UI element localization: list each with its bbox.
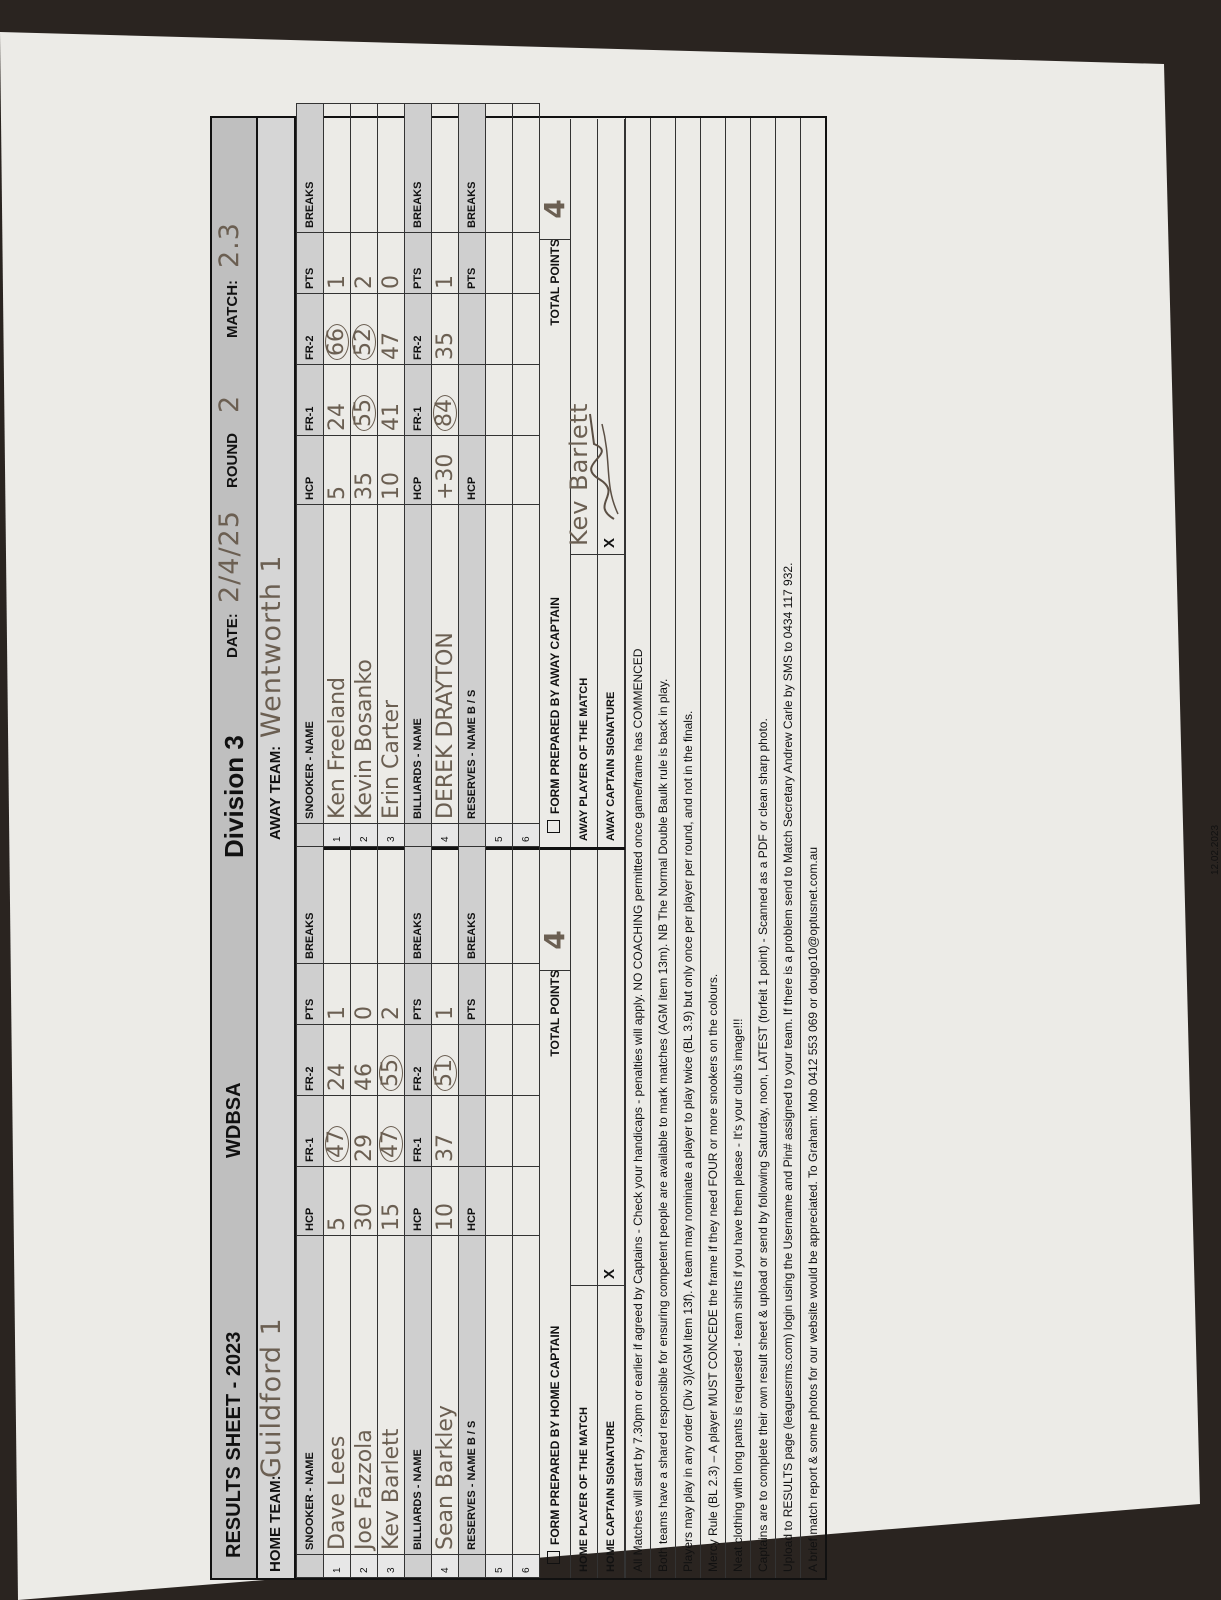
home-fr2-value: 24 <box>324 1063 350 1091</box>
home-snooker-header-cell: BREAKS <box>297 835 324 964</box>
away-player-row <box>351 104 378 847</box>
away-pts-value: 2 <box>351 275 377 289</box>
home-reserves-header-cell: PTS <box>459 964 486 1025</box>
rule-line: All Matches will start by 7.30pm or earlier if agreed by Captains - Check your handicaps - penalties will apply. NO COACHING permitted once game/frame has COMMENCED <box>625 118 650 1578</box>
away-reserves-header-cell <box>459 294 486 365</box>
away-hcp-cell[interactable] <box>378 436 405 505</box>
home-reserve-cell[interactable] <box>486 1025 513 1096</box>
away-reserve-cell[interactable] <box>486 233 513 294</box>
away-fr1-cell[interactable] <box>351 365 378 436</box>
row-number: 3 <box>378 824 405 847</box>
home-reserves-header-cell: HCP <box>459 1167 486 1236</box>
away-name-cell[interactable] <box>324 505 351 824</box>
home-reserve-cell[interactable] <box>513 964 540 1025</box>
rule-line: Neat clothing with long pants is requested - team shirts if you have them please - It's your club's image!!! <box>725 118 750 1578</box>
away-hcp-cell[interactable] <box>351 436 378 505</box>
match-label: MATCH: <box>224 279 241 338</box>
away-team-value: Wentworth 1 <box>256 554 287 738</box>
away-pts-cell[interactable] <box>351 233 378 294</box>
home-total-value[interactable]: 4 <box>540 910 570 971</box>
away-pts-cell[interactable] <box>432 233 459 294</box>
away-fr1-cell[interactable] <box>378 365 405 436</box>
away-hcp-cell[interactable] <box>324 436 351 505</box>
away-fr1-value: 24 <box>324 403 350 431</box>
away-fr2-value: 66 <box>325 324 349 360</box>
row-number: 2 <box>351 1555 378 1578</box>
away-billiards-header-cell: HCP <box>405 436 432 505</box>
home-reserve-cell[interactable] <box>513 835 540 964</box>
home-sig-mark: X <box>601 1268 618 1279</box>
home-hcp-value: 30 <box>351 1203 377 1231</box>
home-name-value: Joe Fazzola <box>351 1429 377 1550</box>
away-hcp-value: 35 <box>351 472 377 500</box>
away-player-row <box>432 104 459 847</box>
away-reserves-header-cell: HCP <box>459 436 486 505</box>
home-fr1-cell[interactable] <box>432 1096 459 1167</box>
home-reserve-cell[interactable] <box>513 1025 540 1096</box>
away-reserves-header <box>459 104 486 847</box>
away-snooker-header-cell: BREAKS <box>297 104 324 233</box>
away-total-value[interactable]: 4 <box>540 179 570 240</box>
home-snooker-header-cell <box>297 1555 324 1578</box>
footer-date: 12.02.2023 <box>1210 824 1221 876</box>
home-billiards-header <box>405 835 432 1578</box>
rule-line: Both teams have a shared responsible for ensuring competent people are available to mark matches (AGM item 13m). NB The Normal Double Baulk rule is back in play. <box>650 118 675 1578</box>
away-fr2-cell[interactable] <box>432 294 459 365</box>
away-name-value: DEREK DRAYTON <box>432 632 458 819</box>
away-fr2-cell[interactable] <box>324 294 351 365</box>
home-name-cell[interactable] <box>432 1236 459 1555</box>
home-breaks-cell[interactable] <box>351 835 378 964</box>
away-captain-sig-field[interactable] <box>598 119 624 554</box>
away-pts-value: 1 <box>324 275 350 289</box>
home-name-value: Kev Barlett <box>378 1428 404 1550</box>
home-form-prepared[interactable]: FORM PREPARED BY HOME CAPTAIN <box>547 1326 562 1564</box>
home-reserve-cell[interactable] <box>486 1167 513 1236</box>
row-number: 2 <box>351 824 378 847</box>
away-pts-cell[interactable] <box>324 233 351 294</box>
home-hcp-value: 15 <box>378 1203 404 1231</box>
home-snooker-header-cell: FR-1 <box>297 1096 324 1167</box>
away-reserves-header-cell: PTS <box>459 233 486 294</box>
match-value: 2.3 <box>214 222 245 268</box>
home-reserve-cell[interactable] <box>486 835 513 964</box>
away-form-prepared[interactable]: FORM PREPARED BY AWAY CAPTAIN <box>547 597 562 833</box>
away-fr2-value: 47 <box>378 332 404 360</box>
home-player-row <box>432 835 459 1578</box>
home-player-row <box>351 835 378 1578</box>
away-snooker-header-cell: SNOOKER - NAME <box>297 505 324 824</box>
home-pts-value: 1 <box>324 1006 350 1020</box>
team-row <box>258 118 296 1578</box>
away-breaks-cell[interactable] <box>432 104 459 233</box>
association-name: WDBSA <box>222 1082 245 1158</box>
away-player-of-match-label: AWAY PLAYER OF THE MATCH <box>571 554 597 847</box>
home-reserve-row <box>486 835 513 1578</box>
sheet-header <box>212 118 258 1578</box>
rule-line: Mercy Rule (BL 2.3) – A player MUST CONCEDE the frame if they need FOUR or more snookers on the colours. <box>700 118 725 1578</box>
home-fr1-value: 47 <box>379 1126 403 1162</box>
row-number: 4 <box>432 824 459 847</box>
away-hcp-value: +30 <box>432 453 458 500</box>
home-reserve-row <box>513 835 540 1578</box>
home-player-of-match-row <box>571 850 598 1578</box>
home-captain-sig-field[interactable] <box>598 850 624 1285</box>
rules-list <box>625 118 825 1578</box>
home-name-cell[interactable] <box>378 1236 405 1555</box>
away-name-cell[interactable] <box>432 505 459 824</box>
away-reserves-header-cell: BREAKS <box>459 104 486 233</box>
home-reserve-cell[interactable] <box>486 964 513 1025</box>
away-reserve-cell[interactable] <box>486 365 513 436</box>
row-number: 1 <box>324 824 351 847</box>
row-number: 5 <box>486 824 513 847</box>
home-captain-sig-row <box>598 850 625 1578</box>
home-half <box>296 847 625 1578</box>
home-team-value: Guildford 1 <box>256 1317 287 1478</box>
away-reserve-cell[interactable] <box>486 436 513 505</box>
home-hcp-cell[interactable] <box>351 1167 378 1236</box>
away-captain-signature <box>584 404 624 524</box>
home-billiards-header-cell: FR-2 <box>405 1025 432 1096</box>
row-number: 6 <box>513 824 540 847</box>
away-reserves-header-cell <box>459 824 486 847</box>
rule-line: A brief match report & some photos for our website would be appreciated. To Graham: Mob 0412 553 069 or dougo10@optusnet.com.au <box>800 118 825 1578</box>
away-breaks-cell[interactable] <box>324 104 351 233</box>
home-name-value: Dave Lees <box>324 1435 350 1550</box>
away-reserve-cell[interactable] <box>486 104 513 233</box>
row-number: 3 <box>378 1555 405 1578</box>
away-fr2-value: 52 <box>352 324 376 360</box>
away-name-value: Erin Carter <box>378 699 404 819</box>
away-reserve-cell[interactable] <box>513 294 540 365</box>
home-reserves-header-cell: BREAKS <box>459 835 486 964</box>
away-fr1-value: 55 <box>352 395 376 431</box>
home-billiards-header-cell: BILLIARDS - NAME <box>405 1236 432 1555</box>
home-pts-cell[interactable] <box>324 964 351 1025</box>
home-fr1-cell[interactable] <box>351 1096 378 1167</box>
home-captain-sig-label: HOME CAPTAIN SIGNATURE <box>598 1285 624 1578</box>
away-billiards-header-cell: BILLIARDS - NAME <box>405 505 432 824</box>
home-score-table <box>296 834 540 1578</box>
away-fr1-cell[interactable] <box>432 365 459 436</box>
home-fr1-cell[interactable] <box>324 1096 351 1167</box>
home-billiards-header-cell <box>405 1555 432 1578</box>
away-billiards-header-cell: FR-1 <box>405 365 432 436</box>
away-reserve-cell[interactable] <box>513 365 540 436</box>
home-fr2-cell[interactable] <box>351 1025 378 1096</box>
away-hcp-cell[interactable] <box>432 436 459 505</box>
away-reserve-cell[interactable] <box>513 436 540 505</box>
home-player-row <box>324 835 351 1578</box>
home-hcp-cell[interactable] <box>378 1167 405 1236</box>
away-half <box>296 119 625 847</box>
home-billiards-header-cell: BREAKS <box>405 835 432 964</box>
away-fr2-cell[interactable] <box>378 294 405 365</box>
home-breaks-cell[interactable] <box>324 835 351 964</box>
away-fr1-value: 41 <box>378 403 404 431</box>
home-snooker-header <box>297 835 324 1578</box>
away-snooker-header-cell: FR-1 <box>297 365 324 436</box>
away-pts-cell[interactable] <box>378 233 405 294</box>
home-snooker-header-cell: HCP <box>297 1167 324 1236</box>
date-value: 2/4/25 <box>214 510 245 603</box>
away-score-table <box>296 103 540 847</box>
away-reserves-header-cell: RESERVES - NAME B / S <box>459 505 486 824</box>
row-number: 1 <box>324 1555 351 1578</box>
away-snooker-header-cell: HCP <box>297 436 324 505</box>
away-billiards-header-cell: PTS <box>405 233 432 294</box>
home-player-row <box>378 835 405 1578</box>
away-name-cell[interactable] <box>378 505 405 824</box>
home-fr1-cell[interactable] <box>378 1096 405 1167</box>
date-label: DATE: <box>224 613 241 658</box>
home-snooker-header-cell: FR-2 <box>297 1025 324 1096</box>
home-fr2-cell[interactable] <box>432 1025 459 1096</box>
away-name-value: Ken Freeland <box>324 677 350 819</box>
home-name-cell[interactable] <box>324 1236 351 1555</box>
away-captain-sig-row <box>598 119 625 847</box>
away-billiards-header <box>405 104 432 847</box>
away-sig-mark: X <box>601 537 618 548</box>
home-total-label: TOTAL POINTS <box>548 970 562 1057</box>
away-snooker-header-cell <box>297 824 324 847</box>
home-snooker-header-cell: SNOOKER - NAME <box>297 1236 324 1555</box>
away-reserve-cell[interactable] <box>486 294 513 365</box>
away-player-row <box>324 104 351 847</box>
away-pts-value: 0 <box>378 275 404 289</box>
home-reserves-header-cell <box>459 1096 486 1167</box>
home-billiards-header-cell: PTS <box>405 964 432 1025</box>
home-fr1-value: 47 <box>325 1126 349 1162</box>
home-fr2-cell[interactable] <box>324 1025 351 1096</box>
team-halves <box>296 118 625 1578</box>
away-reserve-cell[interactable] <box>513 505 540 824</box>
home-reserves-header-cell <box>459 1555 486 1578</box>
away-fr2-value: 35 <box>432 332 458 360</box>
rule-line: Upload to RESULTS page (leaguesrms.com) login using the Username and Pin# assigned to your team. If there is a problem send to Match Secretary Andrew Carle by SMS to 0434 117 932. <box>775 118 800 1578</box>
home-reserves-header-cell: RESERVES - NAME B / S <box>459 1236 486 1555</box>
away-hcp-value: 5 <box>324 486 350 500</box>
home-pts-cell[interactable] <box>351 964 378 1025</box>
sheet-title: RESULTS SHEET - 2023 <box>222 1331 245 1558</box>
away-pts-value: 1 <box>432 275 458 289</box>
away-billiards-header-cell <box>405 824 432 847</box>
home-reserve-cell[interactable] <box>513 1236 540 1555</box>
away-reserve-cell[interactable] <box>486 505 513 824</box>
away-reserve-cell[interactable] <box>513 233 540 294</box>
away-snooker-header-cell: PTS <box>297 233 324 294</box>
home-player-of-match-label: HOME PLAYER OF THE MATCH <box>571 1285 597 1578</box>
away-fr1-cell[interactable] <box>324 365 351 436</box>
home-hcp-cell[interactable] <box>324 1167 351 1236</box>
home-hcp-value: 5 <box>324 1217 350 1231</box>
home-form-checkbox[interactable] <box>547 1551 560 1564</box>
away-fr2-cell[interactable] <box>351 294 378 365</box>
home-name-cell[interactable] <box>351 1236 378 1555</box>
home-fr2-value: 51 <box>433 1055 457 1091</box>
home-reserve-cell[interactable] <box>513 1167 540 1236</box>
row-number: 4 <box>432 1555 459 1578</box>
round-value: 2 <box>214 394 245 413</box>
round-label: ROUND <box>224 433 241 488</box>
rule-line: Captains are to complete their own result sheet & upload or send by following Saturday, noon, LATEST (forfeit 1 point) - Scanned as a PDF or clean sharp photo. <box>750 118 775 1578</box>
away-billiards-header-cell: FR-2 <box>405 294 432 365</box>
results-sheet <box>210 80 1221 1580</box>
away-billiards-header-cell: BREAKS <box>405 104 432 233</box>
home-fr2-cell[interactable] <box>378 1025 405 1096</box>
home-reserves-header-cell <box>459 1025 486 1096</box>
home-pts-value: 1 <box>432 1006 458 1020</box>
home-reserve-cell[interactable] <box>486 1236 513 1555</box>
away-snooker-header <box>297 104 324 847</box>
away-fr1-value: 84 <box>433 395 457 431</box>
home-fr1-value: 29 <box>351 1134 377 1162</box>
home-pts-value: 0 <box>351 1006 377 1020</box>
division-label: Division 3 <box>218 735 249 858</box>
away-reserve-row <box>513 104 540 847</box>
away-reserve-row <box>486 104 513 847</box>
home-fr2-value: 55 <box>379 1055 403 1091</box>
away-player-row <box>378 104 405 847</box>
row-number: 6 <box>513 1555 540 1578</box>
away-form-checkbox[interactable] <box>547 820 560 833</box>
away-reserve-cell[interactable] <box>513 104 540 233</box>
away-captain-sig-label: AWAY CAPTAIN SIGNATURE <box>598 554 624 847</box>
home-hcp-value: 10 <box>432 1203 458 1231</box>
home-reserve-cell[interactable] <box>486 1096 513 1167</box>
home-pts-cell[interactable] <box>432 964 459 1025</box>
home-breaks-cell[interactable] <box>432 835 459 964</box>
row-number: 5 <box>486 1555 513 1578</box>
away-total-label: TOTAL POINTS <box>548 239 562 326</box>
away-player-of-match-value: Kev Barlett <box>565 402 593 546</box>
away-breaks-cell[interactable] <box>378 104 405 233</box>
away-hcp-value: 10 <box>378 472 404 500</box>
results-frame <box>210 116 827 1580</box>
away-name-cell[interactable] <box>351 505 378 824</box>
home-pts-cell[interactable] <box>378 964 405 1025</box>
away-team-label: AWAY TEAM: <box>267 745 284 840</box>
home-fr1-value: 37 <box>432 1134 458 1162</box>
home-team-label: HOME TEAM: <box>267 1475 284 1572</box>
away-name-value: Kevin Bosanko <box>351 659 377 819</box>
home-name-value: Sean Barkley <box>432 1405 458 1550</box>
home-breaks-cell[interactable] <box>378 835 405 964</box>
home-hcp-cell[interactable] <box>432 1167 459 1236</box>
rule-line: Players may play in any order (Div 3)(AGM item 13f). A team may nominate a player to play twice (BL 3.9) but only once per player per round, and not in the finals. <box>675 118 700 1578</box>
away-breaks-cell[interactable] <box>351 104 378 233</box>
home-player-of-match-field[interactable] <box>571 850 597 1285</box>
away-reserves-header-cell <box>459 365 486 436</box>
home-total-row <box>540 850 571 1578</box>
home-billiards-header-cell: HCP <box>405 1167 432 1236</box>
home-pts-value: 2 <box>378 1006 404 1020</box>
home-reserves-header <box>459 835 486 1578</box>
home-fr2-value: 46 <box>351 1063 377 1091</box>
home-reserve-cell[interactable] <box>513 1096 540 1167</box>
away-snooker-header-cell: FR-2 <box>297 294 324 365</box>
home-billiards-header-cell: FR-1 <box>405 1096 432 1167</box>
home-snooker-header-cell: PTS <box>297 964 324 1025</box>
